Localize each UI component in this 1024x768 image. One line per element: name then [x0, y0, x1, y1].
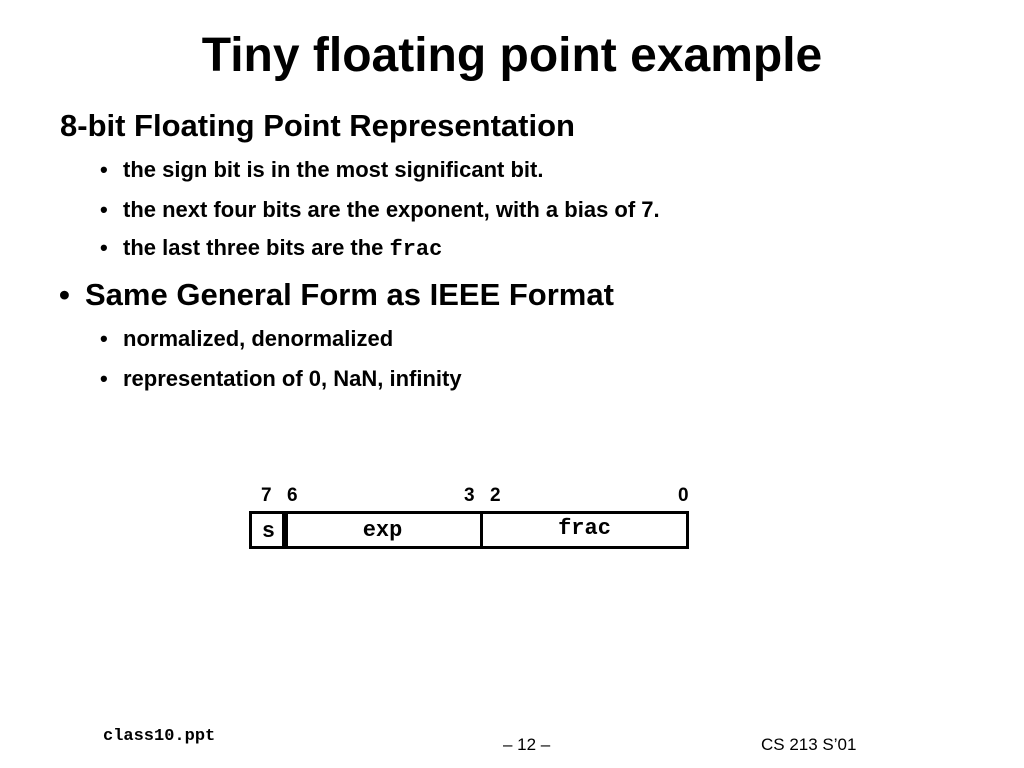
bullet-sign-bit	[100, 156, 543, 184]
bullet-text: the next four bits are the exponent, with a bias of 7.	[123, 197, 660, 222]
footer-page-number: – 12 –	[503, 735, 551, 754]
frac-code: frac	[389, 237, 443, 262]
field-exponent-label: exp	[362, 517, 403, 543]
bit-label-0: 0	[678, 485, 689, 506]
bullet-text: representation of 0, NaN, infinity	[123, 366, 462, 391]
field-fraction-label: frac	[558, 516, 611, 541]
bullet-marker: •	[100, 235, 108, 260]
footer-filename: class10.ppt	[103, 727, 216, 746]
bit-label-7: 7	[261, 485, 272, 506]
bullet-normalized	[100, 325, 393, 353]
bit-label-2: 2	[490, 485, 501, 506]
bit-label-6: 6	[287, 485, 298, 506]
bullet-text: the sign bit is in the most significant bit.	[123, 157, 544, 182]
bullet-frac	[100, 234, 442, 264]
field-sign-label: s	[262, 517, 275, 542]
bullet-marker: •	[100, 157, 108, 182]
bullet-text: the last three bits are the	[123, 235, 390, 260]
bullet-exponent	[100, 196, 660, 224]
heading-ieee-form	[59, 276, 614, 314]
field-exponent	[282, 511, 483, 549]
heading-8bit-representation: 8-bit Floating Point Representation	[60, 108, 575, 143]
bullet-marker: •	[100, 366, 108, 391]
bullet-marker: •	[100, 197, 108, 222]
heading-text: Same General Form as IEEE Format	[85, 277, 614, 312]
field-fraction	[480, 511, 689, 549]
bullet-marker: •	[100, 326, 108, 351]
bullet-special-values	[100, 365, 462, 393]
bullet-marker: •	[59, 277, 70, 312]
bit-label-3: 3	[464, 485, 475, 506]
footer-course: CS 213 S’01	[761, 735, 857, 754]
bullet-text: normalized, denormalized	[123, 326, 394, 351]
slide-title: Tiny floating point example	[201, 29, 823, 82]
